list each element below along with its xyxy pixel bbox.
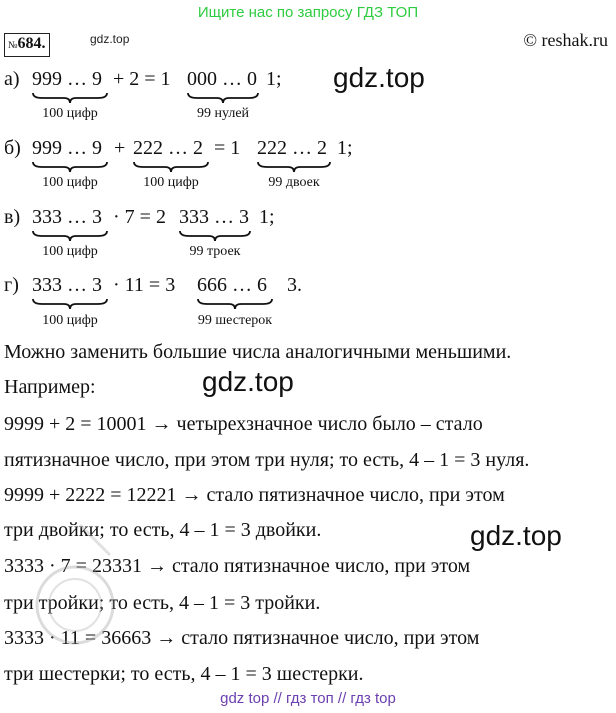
paragraph-line: 9999 + 2222 = 12221 → стало пятизначное число, при этом bbox=[4, 484, 505, 506]
paragraph-line: 9999 + 2 = 10001 → четырехзначное число было – стало bbox=[4, 413, 483, 435]
task-number bbox=[4, 33, 50, 57]
line-a-brace-label-2: 99 нулей bbox=[196, 106, 250, 121]
paragraph-line: пятизначное число, при этом три нуля; то есть, 4 – 1 = 3 нуля. bbox=[4, 449, 530, 471]
line-b-group1: 999 … 9 bbox=[32, 137, 102, 159]
line-d-label: г) bbox=[4, 274, 19, 296]
copyright: © reshak.ru bbox=[523, 30, 608, 50]
paragraph-line: три шестерки; то есть, 4 – 1 = 3 шестерки. bbox=[4, 663, 364, 685]
paragraph-line: 3333 · 11 = 36663 → стало пятизначное число, при этом bbox=[4, 627, 480, 649]
line-d-brace-label-1: 100 цифр bbox=[42, 313, 98, 328]
line-c-brace-label-2: 99 троек bbox=[189, 244, 241, 259]
line-a-brace-label-1: 100 цифр bbox=[42, 106, 98, 121]
line-a-tail: 1; bbox=[266, 68, 282, 90]
brace bbox=[32, 230, 108, 242]
line-a-group1: 999 … 9 bbox=[32, 68, 102, 90]
line-b-operator-2: = 1 bbox=[214, 137, 241, 159]
line-b-tail: 1; bbox=[337, 137, 353, 159]
line-c-brace-label-1: 100 цифр bbox=[42, 244, 98, 259]
line-d-group2: 666 … 6 bbox=[197, 274, 267, 296]
brace bbox=[32, 92, 108, 104]
line-d-brace-label-2: 99 шестерок bbox=[197, 313, 273, 328]
paragraph-line: Можно заменить большие числа аналогичными меньшими. bbox=[4, 341, 512, 363]
footer-links[interactable]: gdz top // гдз топ // гдз top bbox=[220, 690, 396, 707]
line-b-brace-label-2: 100 цифр bbox=[143, 175, 199, 190]
watermark-gdz: gdz.top bbox=[470, 520, 562, 551]
stamp-watermark bbox=[20, 515, 130, 655]
brace bbox=[133, 161, 209, 173]
line-c-group2: 333 … 3 bbox=[179, 206, 249, 228]
line-a-group2: 000 … 0 bbox=[187, 68, 257, 90]
paragraph-line: 3333 · 7 = 23331 → стало пятизначное число, при этом bbox=[4, 555, 471, 577]
line-d-operator: · 11 = 3 bbox=[113, 274, 176, 296]
line-b-group3: 222 … 2 bbox=[257, 137, 327, 159]
brace bbox=[32, 298, 108, 310]
line-b-label: б) bbox=[4, 137, 21, 159]
number-sign: № bbox=[8, 40, 18, 51]
line-c-label: в) bbox=[4, 206, 21, 228]
line-d-tail: 3. bbox=[287, 274, 302, 296]
top-banner[interactable]: Ищите нас по запросу ГДЗ ТОП bbox=[197, 4, 419, 21]
paragraph-line: Например: bbox=[4, 376, 96, 398]
line-a-label: а) bbox=[4, 68, 20, 90]
watermark-gdz: gdz.top bbox=[202, 366, 294, 397]
brace bbox=[197, 298, 273, 310]
brace bbox=[32, 161, 108, 173]
line-b-brace-label-3: 99 двоек bbox=[268, 175, 320, 190]
brace bbox=[257, 161, 331, 173]
line-b-operator-1: + bbox=[114, 137, 126, 159]
header-watermark: gdz.top bbox=[90, 32, 130, 46]
line-c-tail: 1; bbox=[259, 206, 275, 228]
line-c-group1: 333 … 3 bbox=[32, 206, 102, 228]
brace bbox=[179, 230, 251, 242]
line-d-group1: 333 … 3 bbox=[32, 274, 102, 296]
brace bbox=[187, 92, 259, 104]
line-b-group2: 222 … 2 bbox=[133, 137, 203, 159]
paragraph-line: три тройки; то есть, 4 – 1 = 3 тройки. bbox=[4, 592, 321, 614]
task-number-value: 684. bbox=[17, 35, 46, 52]
paragraph-line: три двойки; то есть, 4 – 1 = 3 двойки. bbox=[4, 519, 322, 541]
watermark-gdz: gdz.top bbox=[333, 62, 425, 93]
line-c-operator: · 7 = 2 bbox=[113, 206, 166, 228]
line-b-brace-label-1: 100 цифр bbox=[42, 175, 98, 190]
line-a-operator: + 2 = 1 bbox=[113, 68, 171, 90]
